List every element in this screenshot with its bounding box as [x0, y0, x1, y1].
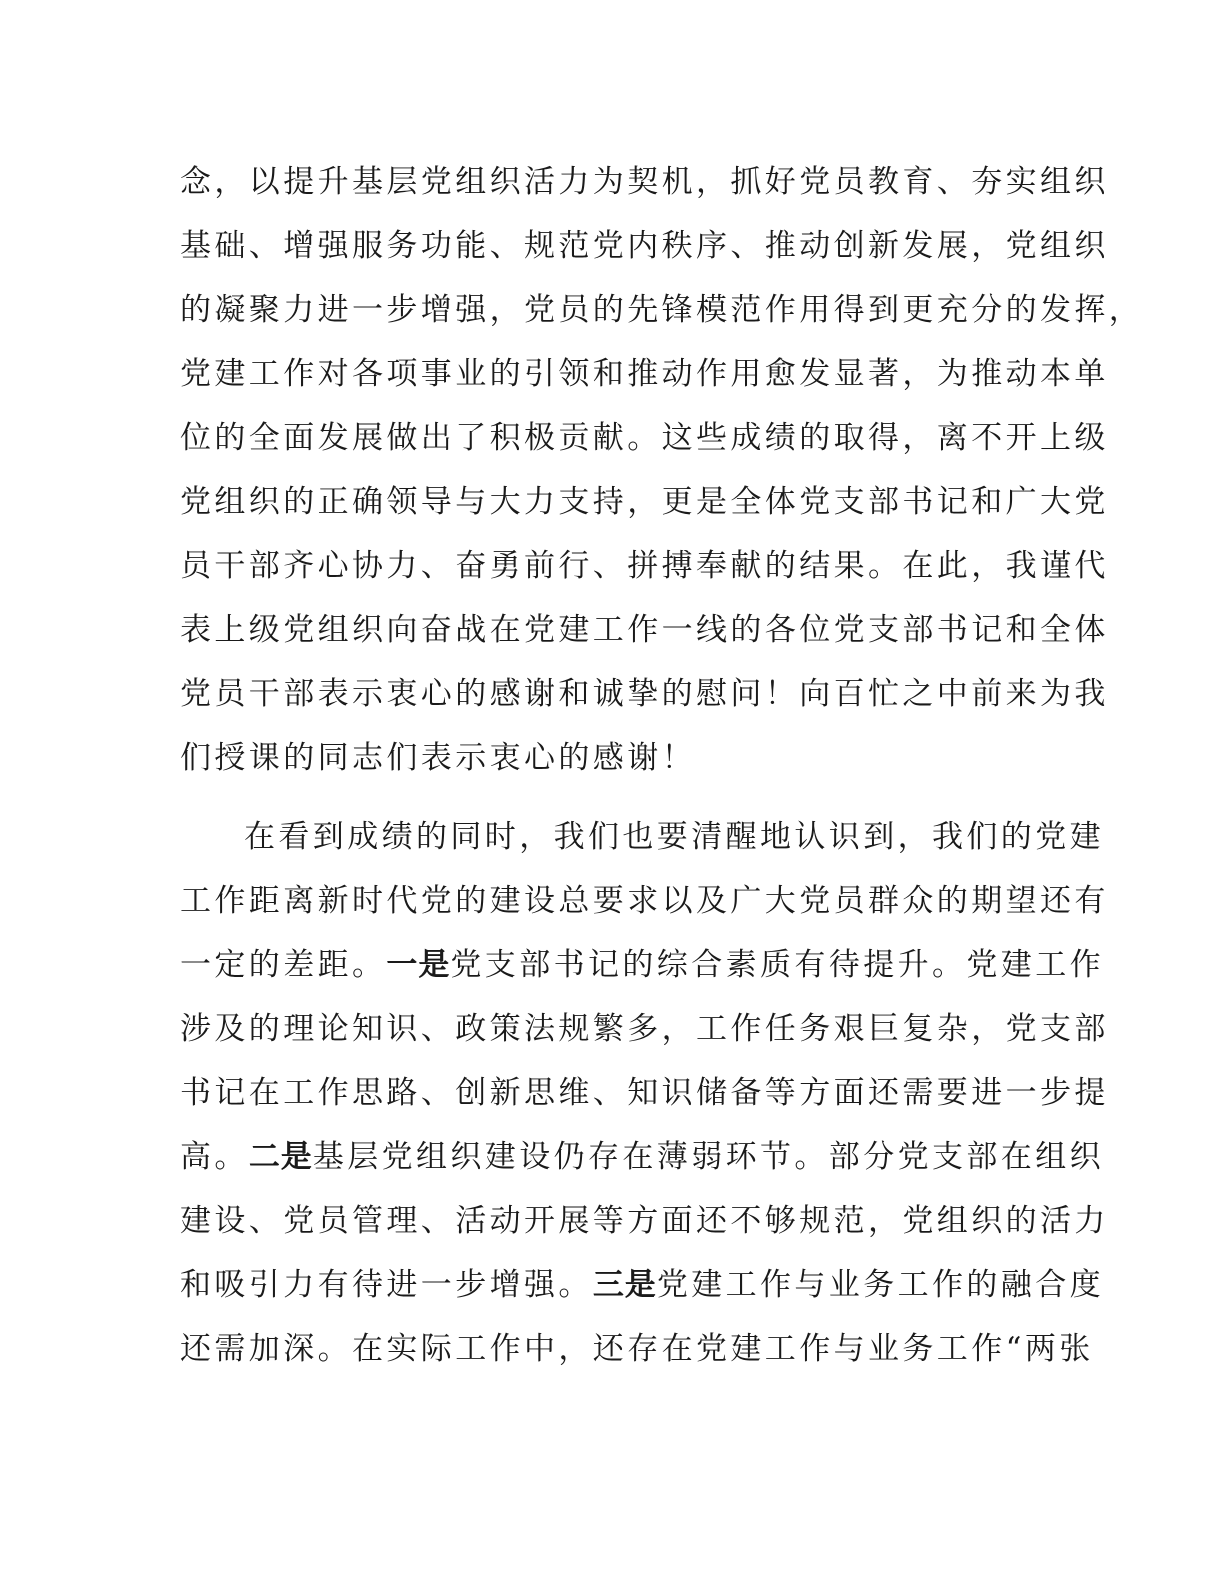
- paragraph-line: 念，以提升基层党组织活力为契机，抓好党员教育、夯实组织: [180, 164, 1109, 200]
- line-text: 和吸引力有待进一步增强。: [180, 1267, 593, 1303]
- paragraph-achievements: [180, 150, 1144, 790]
- paragraph-line: 在看到成绩的同时，我们也要清醒地认识到，我们的党建: [244, 819, 1104, 855]
- line-text: 党支部书记的综合素质有待提升。党建工作: [450, 947, 1105, 983]
- point-marker-three: 三是: [592, 1267, 657, 1303]
- paragraph-line: 党员干部表示衷心的感谢和诚挚的慰问！向百忙之中前来为我: [180, 676, 1109, 712]
- paragraph-line: 基础、增强服务功能、规范党内秩序、推动创新发展，党组织: [180, 228, 1109, 264]
- line-text: 基层党组织建设仍存在薄弱环节。部分党支部在组织: [312, 1139, 1105, 1175]
- paragraph-line: 建设、党员管理、活动开展等方面还不够规范，党组织的活力: [180, 1203, 1109, 1239]
- paragraph-line: 党建工作对各项事业的引领和推动作用愈发显著，为推动本单: [180, 356, 1109, 392]
- paragraph-line: 还需加深。在实际工作中，还存在党建工作与业务工作“两张: [180, 1331, 1094, 1367]
- paragraph-line: 表上级党组织向奋战在党建工作一线的各位党支部书记和全体: [180, 612, 1109, 648]
- paragraph-line: [180, 1253, 1105, 1317]
- point-marker-two: 二是: [248, 1139, 313, 1175]
- line-text: 一定的差距。: [180, 947, 387, 983]
- point-marker-one: 一是: [386, 947, 451, 983]
- paragraph-line: [180, 1125, 1105, 1189]
- line-text: 高。: [180, 1139, 249, 1175]
- paragraph-line: 涉及的理论知识、政策法规繁多，工作任务艰巨复杂，党支部: [180, 1011, 1109, 1047]
- paragraph-line: 书记在工作思路、创新思维、知识储备等方面还需要进一步提: [180, 1075, 1109, 1111]
- paragraph-line: 工作距离新时代党的建设总要求以及广大党员群众的期望还有: [180, 883, 1109, 919]
- paragraph-line: 的凝聚力进一步增强，党员的先锋模范作用得到更充分的发挥，: [180, 292, 1144, 328]
- paragraph-shortcomings: [180, 805, 1109, 1381]
- paragraph-line: [180, 933, 1105, 997]
- line-text: 党建工作与业务工作的融合度: [656, 1267, 1105, 1303]
- paragraph-line: 党组织的正确领导与大力支持，更是全体党支部书记和广大党: [180, 484, 1109, 520]
- paragraph-line: 位的全面发展做出了积极贡献。这些成绩的取得，离不开上级: [180, 420, 1109, 456]
- paragraph-line: 员干部齐心协力、奋勇前行、拼搏奉献的结果。在此，我谨代: [180, 548, 1109, 584]
- paragraph-line: 们授课的同志们表示衷心的感谢！: [180, 740, 696, 776]
